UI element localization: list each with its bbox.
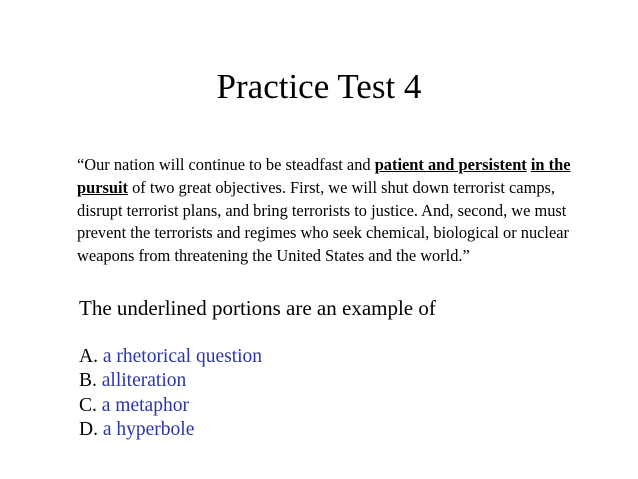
choice-c[interactable] xyxy=(79,394,262,418)
choice-text: alliteration xyxy=(101,370,187,392)
quote-text-body: of two great objectives. First, we will shut down terrorist camps, disrupt terrorist plans, and bring terrorists to justice. And, second, we must prevent the terrorists and regimes who seek chemical, biological or nuclear weapons from threatening the United States and the world.” xyxy=(77,177,569,266)
underlined-phrase-in-the-pursuit: in the pursuit xyxy=(77,155,571,197)
choice-letter: C. xyxy=(79,394,102,416)
choice-letter: A. xyxy=(79,346,103,367)
choice-a[interactable] xyxy=(79,345,262,369)
choice-text: a rhetorical question xyxy=(102,346,263,367)
question-prompt: The underlined portions are an example of xyxy=(79,296,436,320)
choice-text: a hyperbole xyxy=(102,418,195,440)
choice-letter: B. xyxy=(79,370,102,392)
quote-passage xyxy=(77,154,577,268)
choice-text: a metaphor xyxy=(101,394,189,416)
choice-letter: D. xyxy=(79,418,103,440)
slide-title: Practice Test 4 xyxy=(216,67,422,106)
answer-choices xyxy=(79,345,262,442)
underlined-phrase-patient-persistent: patient and persistent xyxy=(374,155,527,174)
quote-text-intro: “Our nation will continue to be steadfast and xyxy=(77,155,375,174)
choice-b[interactable] xyxy=(79,369,262,393)
choice-d[interactable] xyxy=(79,418,262,442)
